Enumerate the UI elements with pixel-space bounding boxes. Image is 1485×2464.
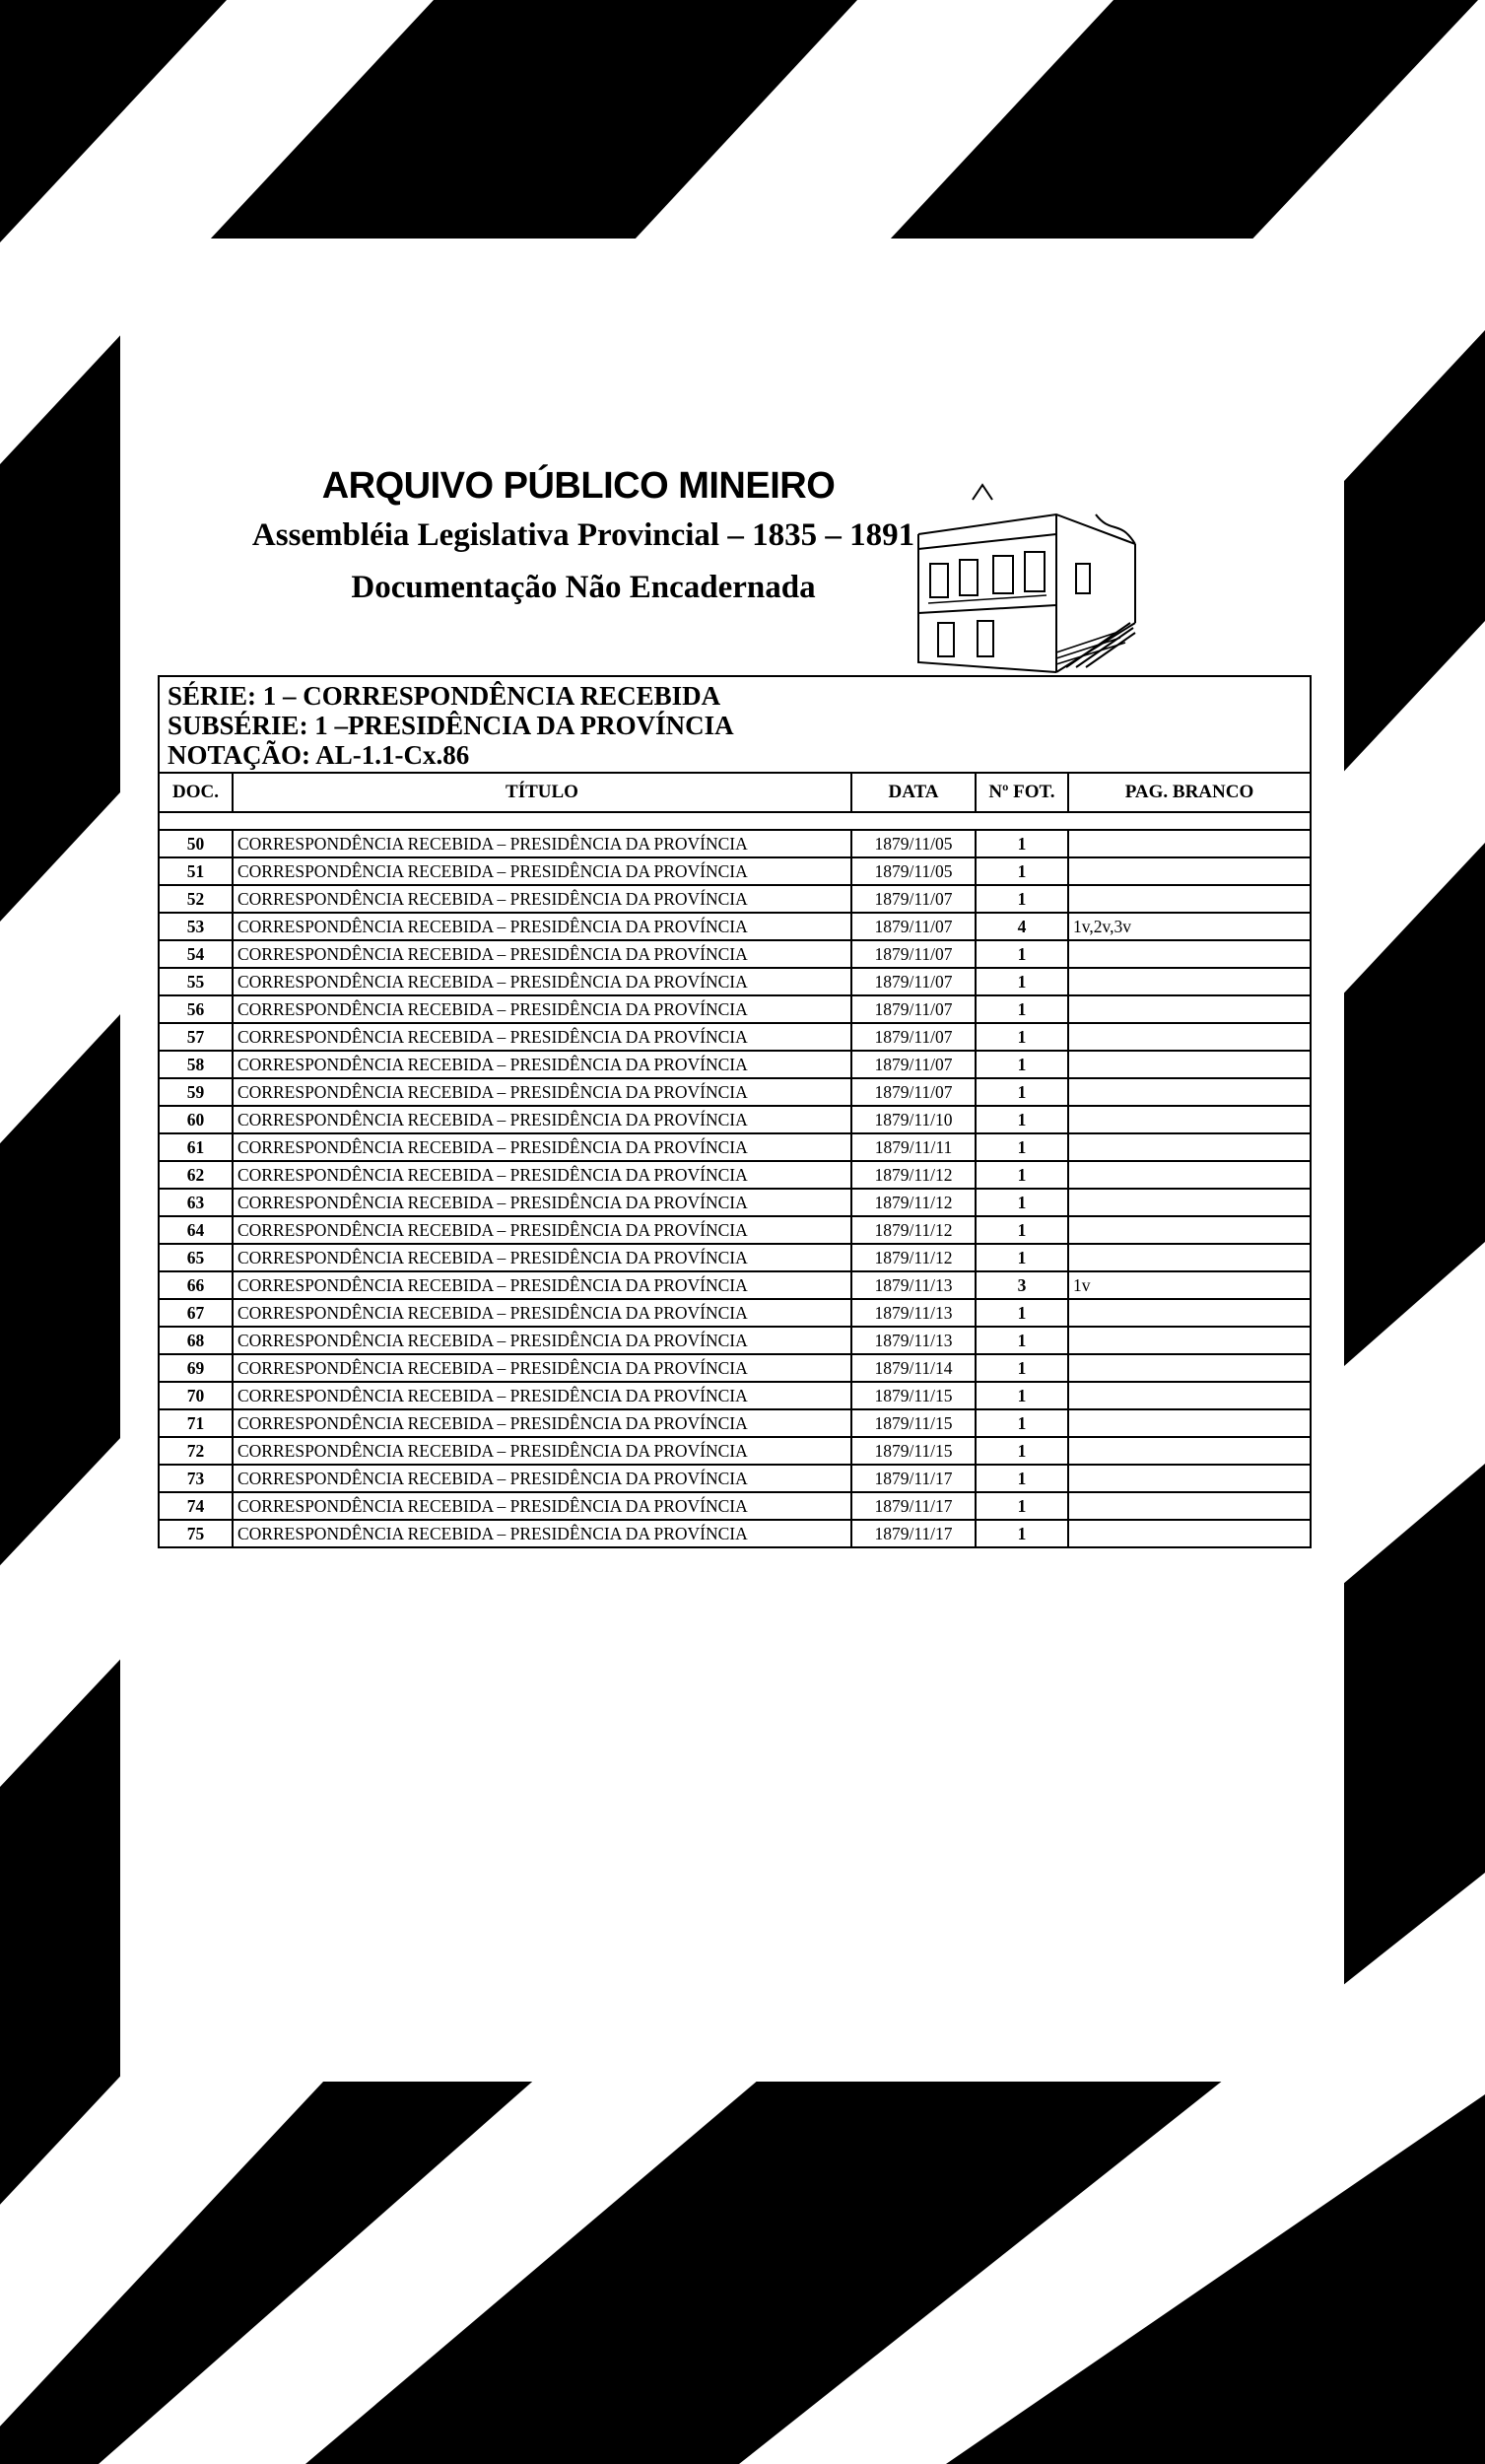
cell-titulo: CORRESPONDÊNCIA RECEBIDA – PRESIDÊNCIA DA PROVÍNCIA (233, 1382, 851, 1409)
cell-data: 1879/11/15 (851, 1437, 976, 1465)
col-branco-header: PAG. BRANCO (1068, 774, 1310, 812)
table-row (160, 1299, 1310, 1327)
cell-doc: 53 (160, 913, 233, 940)
cell-doc: 68 (160, 1327, 233, 1354)
cell-doc: 71 (160, 1409, 233, 1437)
table-row (160, 1189, 1310, 1216)
cell-doc: 72 (160, 1437, 233, 1465)
cell-data: 1879/11/13 (851, 1299, 976, 1327)
cell-branco (1068, 1051, 1310, 1078)
cell-data: 1879/11/12 (851, 1244, 976, 1271)
cell-branco (1068, 940, 1310, 968)
cell-doc: 50 (160, 830, 233, 857)
table-row (160, 1023, 1310, 1051)
table-row (160, 1409, 1310, 1437)
table-row (160, 830, 1310, 857)
cell-fot: 1 (976, 995, 1068, 1023)
table-row (160, 1327, 1310, 1354)
cell-titulo: CORRESPONDÊNCIA RECEBIDA – PRESIDÊNCIA DA PROVÍNCIA (233, 1189, 851, 1216)
cell-fot: 1 (976, 1327, 1068, 1354)
cell-fot: 1 (976, 1051, 1068, 1078)
cell-doc: 61 (160, 1133, 233, 1161)
cell-data: 1879/11/07 (851, 1051, 976, 1078)
cell-doc: 73 (160, 1465, 233, 1492)
col-data-header: DATA (851, 774, 976, 812)
table-row (160, 1354, 1310, 1382)
serie-label: SÉRIE: 1 – CORRESPONDÊNCIA RECEBIDA (168, 681, 721, 711)
cell-data: 1879/11/07 (851, 885, 976, 913)
table-row (160, 1271, 1310, 1299)
cell-titulo: CORRESPONDÊNCIA RECEBIDA – PRESIDÊNCIA DA PROVÍNCIA (233, 1520, 851, 1546)
cell-titulo: CORRESPONDÊNCIA RECEBIDA – PRESIDÊNCIA DA PROVÍNCIA (233, 1244, 851, 1271)
table-row (160, 1492, 1310, 1520)
cell-doc: 60 (160, 1106, 233, 1133)
cell-fot: 1 (976, 1244, 1068, 1271)
cell-branco (1068, 857, 1310, 885)
cell-data: 1879/11/07 (851, 1023, 976, 1051)
cell-doc: 66 (160, 1271, 233, 1299)
cell-doc: 51 (160, 857, 233, 885)
archive-name: ARQUIVO PÚBLICO MINEIRO (321, 465, 836, 507)
cell-branco (1068, 885, 1310, 913)
cell-titulo: CORRESPONDÊNCIA RECEBIDA – PRESIDÊNCIA DA PROVÍNCIA (233, 1161, 851, 1189)
spacer-cell (1068, 812, 1310, 830)
documentation-subtitle: Documentação Não Encadernada (351, 570, 816, 605)
cell-doc: 64 (160, 1216, 233, 1244)
cell-branco (1068, 1382, 1310, 1409)
cell-titulo: CORRESPONDÊNCIA RECEBIDA – PRESIDÊNCIA DA PROVÍNCIA (233, 913, 851, 940)
cell-doc: 56 (160, 995, 233, 1023)
cell-data: 1879/11/07 (851, 968, 976, 995)
table-row (160, 1078, 1310, 1106)
cell-data: 1879/11/14 (851, 1354, 976, 1382)
cell-branco: 1v (1068, 1271, 1310, 1299)
cell-fot: 1 (976, 1354, 1068, 1382)
cell-doc: 69 (160, 1354, 233, 1382)
cell-data: 1879/11/13 (851, 1271, 976, 1299)
cell-titulo: CORRESPONDÊNCIA RECEBIDA – PRESIDÊNCIA DA PROVÍNCIA (233, 830, 851, 857)
cell-branco (1068, 995, 1310, 1023)
table-row (160, 1465, 1310, 1492)
cell-titulo: CORRESPONDÊNCIA RECEBIDA – PRESIDÊNCIA DA PROVÍNCIA (233, 1078, 851, 1106)
cell-branco (1068, 1520, 1310, 1546)
cell-data: 1879/11/10 (851, 1106, 976, 1133)
cell-fot: 1 (976, 830, 1068, 857)
table-row (160, 1520, 1310, 1546)
cell-titulo: CORRESPONDÊNCIA RECEBIDA – PRESIDÊNCIA DA PROVÍNCIA (233, 1051, 851, 1078)
cell-fot: 1 (976, 1520, 1068, 1546)
cell-data: 1879/11/17 (851, 1520, 976, 1546)
cell-branco (1068, 1354, 1310, 1382)
inventory-table (158, 675, 1312, 1548)
notacao-label: NOTAÇÃO: AL-1.1-Cx.86 (168, 740, 470, 770)
cell-titulo: CORRESPONDÊNCIA RECEBIDA – PRESIDÊNCIA DA PROVÍNCIA (233, 1327, 851, 1354)
cell-titulo: CORRESPONDÊNCIA RECEBIDA – PRESIDÊNCIA DA PROVÍNCIA (233, 1354, 851, 1382)
cell-titulo: CORRESPONDÊNCIA RECEBIDA – PRESIDÊNCIA DA PROVÍNCIA (233, 885, 851, 913)
cell-data: 1879/11/07 (851, 913, 976, 940)
cell-branco (1068, 1465, 1310, 1492)
cell-doc: 63 (160, 1189, 233, 1216)
cell-fot: 1 (976, 1078, 1068, 1106)
cell-doc: 62 (160, 1161, 233, 1189)
cell-titulo: CORRESPONDÊNCIA RECEBIDA – PRESIDÊNCIA DA PROVÍNCIA (233, 968, 851, 995)
cell-doc: 58 (160, 1051, 233, 1078)
table-body (160, 830, 1310, 1546)
spacer-cell (851, 812, 976, 830)
table-row (160, 940, 1310, 968)
table-row (160, 913, 1310, 940)
cell-doc: 70 (160, 1382, 233, 1409)
cell-branco (1068, 1216, 1310, 1244)
cell-branco (1068, 1492, 1310, 1520)
cell-fot: 1 (976, 857, 1068, 885)
table-header-row (160, 774, 1310, 812)
cell-data: 1879/11/17 (851, 1492, 976, 1520)
cell-branco (1068, 1133, 1310, 1161)
cell-data: 1879/11/07 (851, 995, 976, 1023)
cell-data: 1879/11/11 (851, 1133, 976, 1161)
cell-data: 1879/11/05 (851, 857, 976, 885)
cell-titulo: CORRESPONDÊNCIA RECEBIDA – PRESIDÊNCIA DA PROVÍNCIA (233, 995, 851, 1023)
cell-branco (1068, 968, 1310, 995)
cell-data: 1879/11/05 (851, 830, 976, 857)
table-row (160, 1216, 1310, 1244)
cell-titulo: CORRESPONDÊNCIA RECEBIDA – PRESIDÊNCIA DA PROVÍNCIA (233, 1133, 851, 1161)
cell-titulo: CORRESPONDÊNCIA RECEBIDA – PRESIDÊNCIA DA PROVÍNCIA (233, 857, 851, 885)
cell-fot: 1 (976, 1299, 1068, 1327)
cell-data: 1879/11/07 (851, 940, 976, 968)
cell-fot: 1 (976, 1106, 1068, 1133)
cell-branco (1068, 1023, 1310, 1051)
cell-titulo: CORRESPONDÊNCIA RECEBIDA – PRESIDÊNCIA DA PROVÍNCIA (233, 1492, 851, 1520)
cell-doc: 52 (160, 885, 233, 913)
cell-doc: 67 (160, 1299, 233, 1327)
cell-fot: 1 (976, 1133, 1068, 1161)
cell-fot: 1 (976, 1189, 1068, 1216)
series-block (160, 677, 1310, 774)
cell-data: 1879/11/07 (851, 1078, 976, 1106)
cell-doc: 59 (160, 1078, 233, 1106)
cell-titulo: CORRESPONDÊNCIA RECEBIDA – PRESIDÊNCIA DA PROVÍNCIA (233, 1023, 851, 1051)
cell-branco (1068, 1244, 1310, 1271)
cell-doc: 74 (160, 1492, 233, 1520)
spacer-cell (976, 812, 1068, 830)
col-doc-header: DOC. (160, 774, 233, 812)
cell-branco (1068, 1409, 1310, 1437)
cell-fot: 1 (976, 1437, 1068, 1465)
cell-titulo: CORRESPONDÊNCIA RECEBIDA – PRESIDÊNCIA DA PROVÍNCIA (233, 940, 851, 968)
cell-titulo: CORRESPONDÊNCIA RECEBIDA – PRESIDÊNCIA DA PROVÍNCIA (233, 1465, 851, 1492)
cell-branco (1068, 830, 1310, 857)
table-row (160, 1051, 1310, 1078)
document-sheet (120, 239, 1344, 2082)
cell-data: 1879/11/15 (851, 1409, 976, 1437)
cell-fot: 1 (976, 1216, 1068, 1244)
cell-fot: 1 (976, 885, 1068, 913)
spacer-row (160, 812, 1310, 830)
cell-titulo: CORRESPONDÊNCIA RECEBIDA – PRESIDÊNCIA DA PROVÍNCIA (233, 1216, 851, 1244)
cell-data: 1879/11/15 (851, 1382, 976, 1409)
cell-branco (1068, 1106, 1310, 1133)
cell-branco (1068, 1078, 1310, 1106)
subserie-label: SUBSÉRIE: 1 –PRESIDÊNCIA DA PROVÍNCIA (168, 711, 734, 740)
cell-data: 1879/11/12 (851, 1189, 976, 1216)
cell-fot: 1 (976, 1465, 1068, 1492)
cell-data: 1879/11/13 (851, 1327, 976, 1354)
cell-titulo: CORRESPONDÊNCIA RECEBIDA – PRESIDÊNCIA DA PROVÍNCIA (233, 1271, 851, 1299)
table-row (160, 1437, 1310, 1465)
cell-branco (1068, 1327, 1310, 1354)
col-fot-header: Nº FOT. (976, 774, 1068, 812)
table-row (160, 1161, 1310, 1189)
cell-fot: 1 (976, 940, 1068, 968)
cell-branco (1068, 1437, 1310, 1465)
table-row (160, 857, 1310, 885)
cell-branco: 1v,2v,3v (1068, 913, 1310, 940)
cell-branco (1068, 1161, 1310, 1189)
table-row (160, 1106, 1310, 1133)
building-engraving-icon (909, 475, 1145, 682)
cell-doc: 57 (160, 1023, 233, 1051)
cell-doc: 55 (160, 968, 233, 995)
cell-fot: 3 (976, 1271, 1068, 1299)
cell-titulo: CORRESPONDÊNCIA RECEBIDA – PRESIDÊNCIA DA PROVÍNCIA (233, 1437, 851, 1465)
cell-fot: 1 (976, 1023, 1068, 1051)
spacer-cell (233, 812, 851, 830)
cell-fot: 4 (976, 913, 1068, 940)
cell-data: 1879/11/12 (851, 1161, 976, 1189)
cell-data: 1879/11/17 (851, 1465, 976, 1492)
cell-fot: 1 (976, 968, 1068, 995)
cell-fot: 1 (976, 1382, 1068, 1409)
table-row (160, 885, 1310, 913)
cell-fot: 1 (976, 1492, 1068, 1520)
cell-doc: 75 (160, 1520, 233, 1546)
cell-doc: 65 (160, 1244, 233, 1271)
cell-titulo: CORRESPONDÊNCIA RECEBIDA – PRESIDÊNCIA DA PROVÍNCIA (233, 1409, 851, 1437)
cell-titulo: CORRESPONDÊNCIA RECEBIDA – PRESIDÊNCIA DA PROVÍNCIA (233, 1106, 851, 1133)
cell-doc: 54 (160, 940, 233, 968)
cell-branco (1068, 1299, 1310, 1327)
cell-branco (1068, 1189, 1310, 1216)
table-row (160, 995, 1310, 1023)
assembly-title: Assembléia Legislativa Provincial – 1835 – 1891 (251, 517, 915, 553)
cell-titulo: CORRESPONDÊNCIA RECEBIDA – PRESIDÊNCIA DA PROVÍNCIA (233, 1299, 851, 1327)
table-row (160, 1382, 1310, 1409)
table-row (160, 1244, 1310, 1271)
col-titulo-header: TÍTULO (233, 774, 851, 812)
cell-fot: 1 (976, 1409, 1068, 1437)
table-row (160, 968, 1310, 995)
table-row (160, 1133, 1310, 1161)
cell-fot: 1 (976, 1161, 1068, 1189)
cell-data: 1879/11/12 (851, 1216, 976, 1244)
spacer-cell (160, 812, 233, 830)
